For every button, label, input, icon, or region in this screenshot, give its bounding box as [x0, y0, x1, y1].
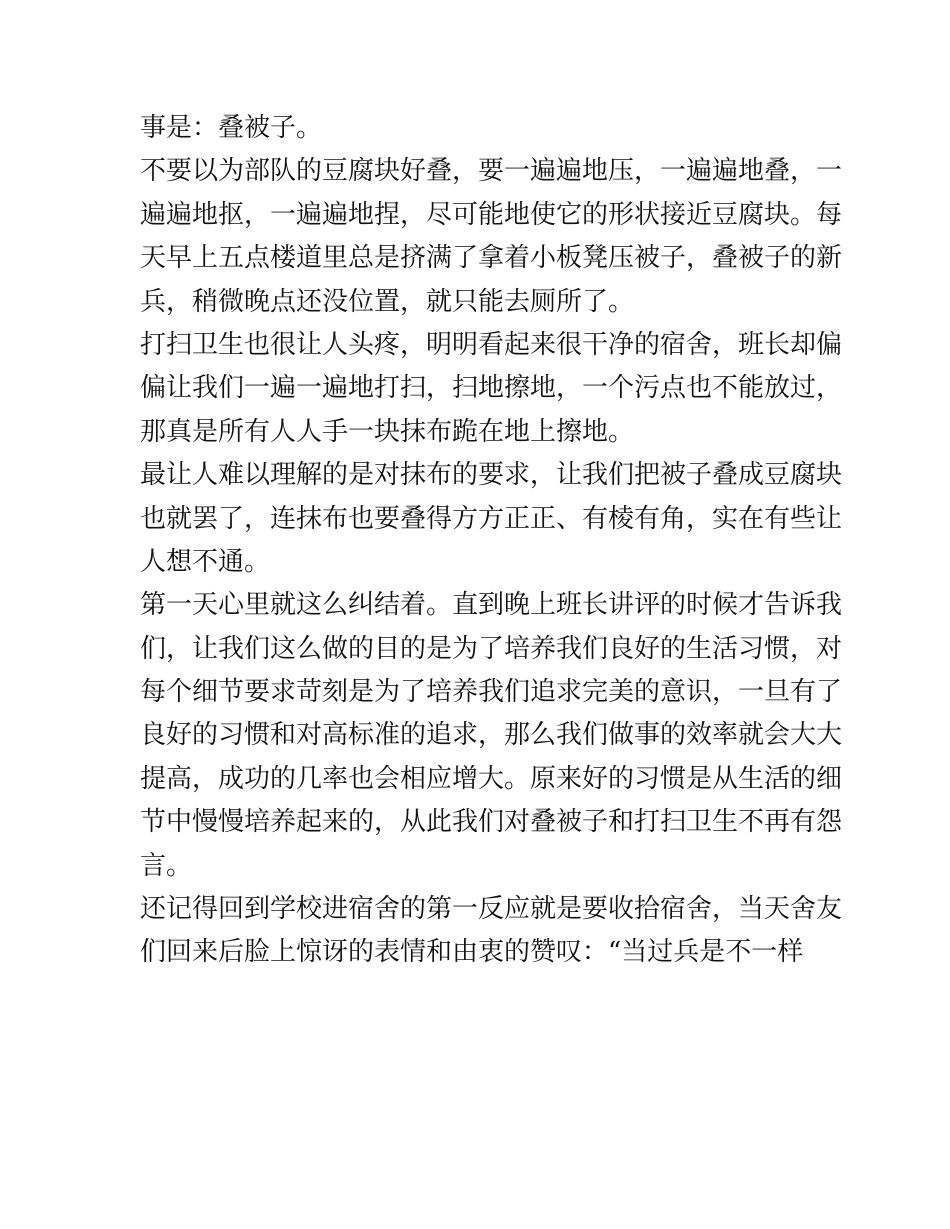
text-line: 第一天心里就这么纠结着。直到晚上班长讲评的时候才告诉我: [140, 590, 843, 621]
text-line: 节中慢慢培养起来的，从此我们对叠被子和打扫卫生不再有怨: [140, 807, 843, 838]
text-line: 兵，稍微晚点还没位置，就只能去厕所了。: [140, 286, 635, 317]
text-line: 们，让我们这么做的目的是为了培养我们良好的生活习惯，对: [140, 633, 843, 664]
text-line: 言。: [140, 850, 193, 881]
text-line: 不要以为部队的豆腐块好叠，要一遍遍地压，一遍遍地叠，一: [140, 156, 843, 187]
text-line: 们回来后脸上惊讶的表情和由衷的赞叹：“当过兵是不一样: [140, 937, 804, 968]
text-line: 也就罢了，连抹布也要叠得方方正正、有棱有角，实在有些让: [140, 503, 843, 534]
text-line: 那真是所有人人手一块抹布跪在地上擦地。: [140, 416, 635, 447]
text-line: 提高，成功的几率也会相应增大。原来好的习惯是从生活的细: [140, 763, 843, 794]
text-line: 人想不通。: [140, 546, 271, 577]
text-line: 良好的习惯和对高标准的追求，那么我们做事的效率就会大大: [140, 720, 843, 751]
text-line: 天早上五点楼道里总是挤满了拿着小板凳压被子，叠被子的新: [140, 243, 843, 274]
text-line: 每个细节要求苛刻是为了培养我们追求完美的意识，一旦有了: [140, 677, 843, 708]
document-body: [140, 107, 843, 975]
text-line: 还记得回到学校进宿舍的第一反应就是要收拾宿舍，当天舍友: [140, 894, 843, 925]
text-line: 事是：叠被子。: [140, 113, 323, 143]
text-line: 偏让我们一遍一遍地打扫，扫地擦地，一个污点也不能放过，: [140, 373, 843, 404]
text-line: 打扫卫生也很让人头疼，明明看起来很干净的宿舍，班长却偏: [140, 329, 843, 360]
text-line: 最让人难以理解的是对抹布的要求，让我们把被子叠成豆腐块: [140, 460, 843, 491]
text-line: 遍遍地抠，一遍遍地捏，尽可能地使它的形状接近豆腐块。每: [140, 199, 843, 230]
